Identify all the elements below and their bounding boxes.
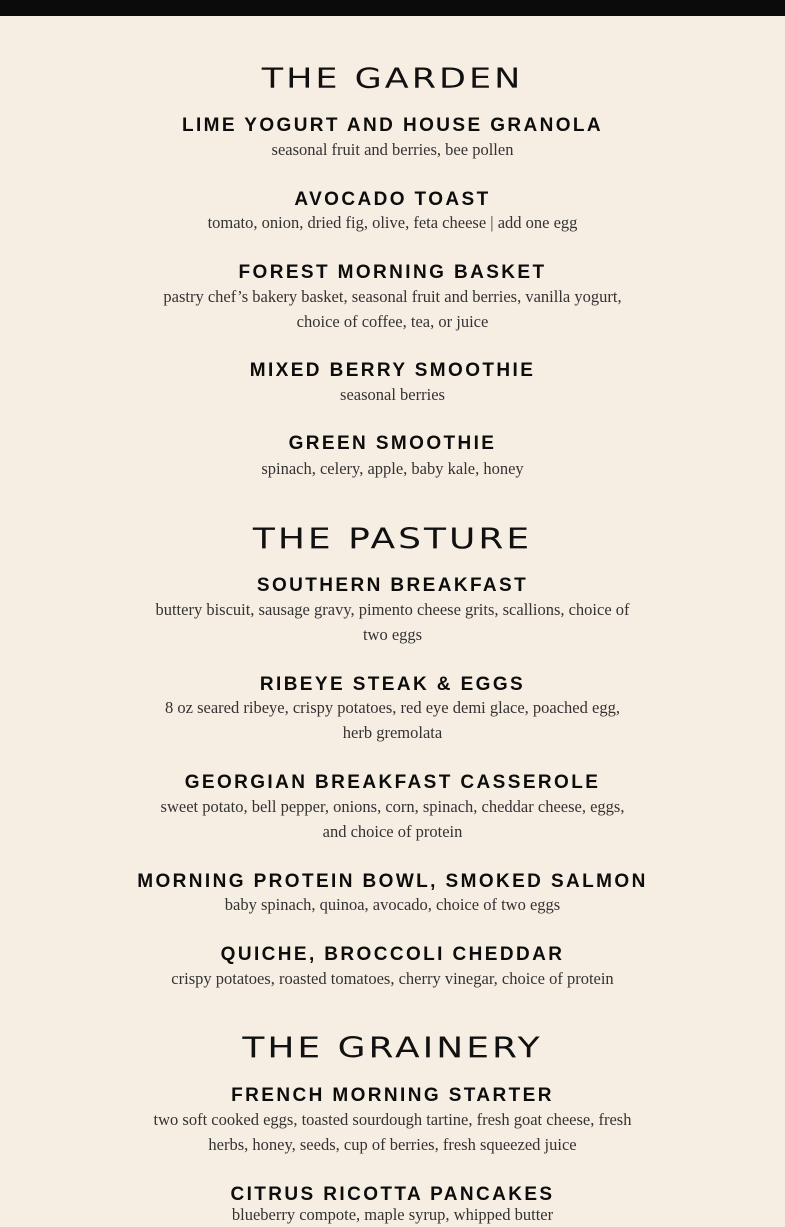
menu-item-description: sweet potato, bell pepper, onions, corn, spinach, cheddar cheese, eggs, and choice of protein [160, 797, 625, 841]
menu-item-name: GREEN SMOOTHIE [288, 433, 497, 454]
menu-item-name: LIME YOGURT AND HOUSE GRANOLA [181, 115, 604, 136]
section-title-grainery: THE GRAINERY [242, 1032, 543, 1065]
menu-item-name: MIXED BERRY SMOOTHIE [249, 360, 536, 381]
top-bar [0, 0, 785, 16]
menu-item-description: pastry chef’s bakery basket, seasonal fruit and berries, vanilla yogurt, choice of coffee, tea, or juice [163, 287, 622, 331]
menu-item-name: MORNING PROTEIN BOWL, SMOKED SALMON [137, 871, 648, 892]
menu-item-name: AVOCADO TOAST [294, 189, 491, 210]
menu-item-description: baby spinach, quinoa, avocado, choice of two eggs [224, 895, 561, 914]
menu-item-description: buttery biscuit, sausage gravy, pimento cheese grits, scallions, choice of two eggs [155, 600, 630, 644]
menu-item-description: two soft cooked eggs, toasted sourdough tartine, fresh goat cheese, fresh herbs, honey, seeds, cup of berries, fresh squeezed juice [153, 1110, 632, 1154]
menu-item-description: blueberry compote, maple syrup, whipped butter [231, 1205, 554, 1224]
menu-item-name: GEORGIAN BREAKFAST CASSEROLE [184, 772, 601, 793]
menu-item-name: RIBEYE STEAK & EGGS [259, 674, 526, 695]
menu-item-description: crispy potatoes, roasted tomatoes, cherry vinegar, choice of protein [171, 969, 614, 988]
section-title-pasture: THE PASTURE [252, 523, 533, 556]
menu-item-name: SOUTHERN BREAKFAST [256, 575, 529, 596]
menu-item-description: 8 oz seared ribeye, crispy potatoes, red eye demi glace, poached egg, herb gremolata [165, 698, 620, 742]
menu-item-name: FRENCH MORNING STARTER [231, 1085, 554, 1106]
section-title-garden: THE GARDEN [261, 63, 524, 95]
menu-item-description: tomato, onion, dried fig, olive, feta cheese | add one egg [207, 213, 578, 232]
menu-item-description: spinach, celery, apple, baby kale, honey [261, 459, 524, 478]
menu-item-name: CITRUS RICOTTA PANCAKES [230, 1184, 555, 1205]
menu-item-name: QUICHE, BROCCOLI CHEDDAR [220, 944, 565, 965]
menu-item-name: FOREST MORNING BASKET [238, 262, 547, 283]
menu-item-description: seasonal berries [340, 385, 445, 404]
menu-item-description: seasonal fruit and berries, bee pollen [271, 140, 514, 159]
